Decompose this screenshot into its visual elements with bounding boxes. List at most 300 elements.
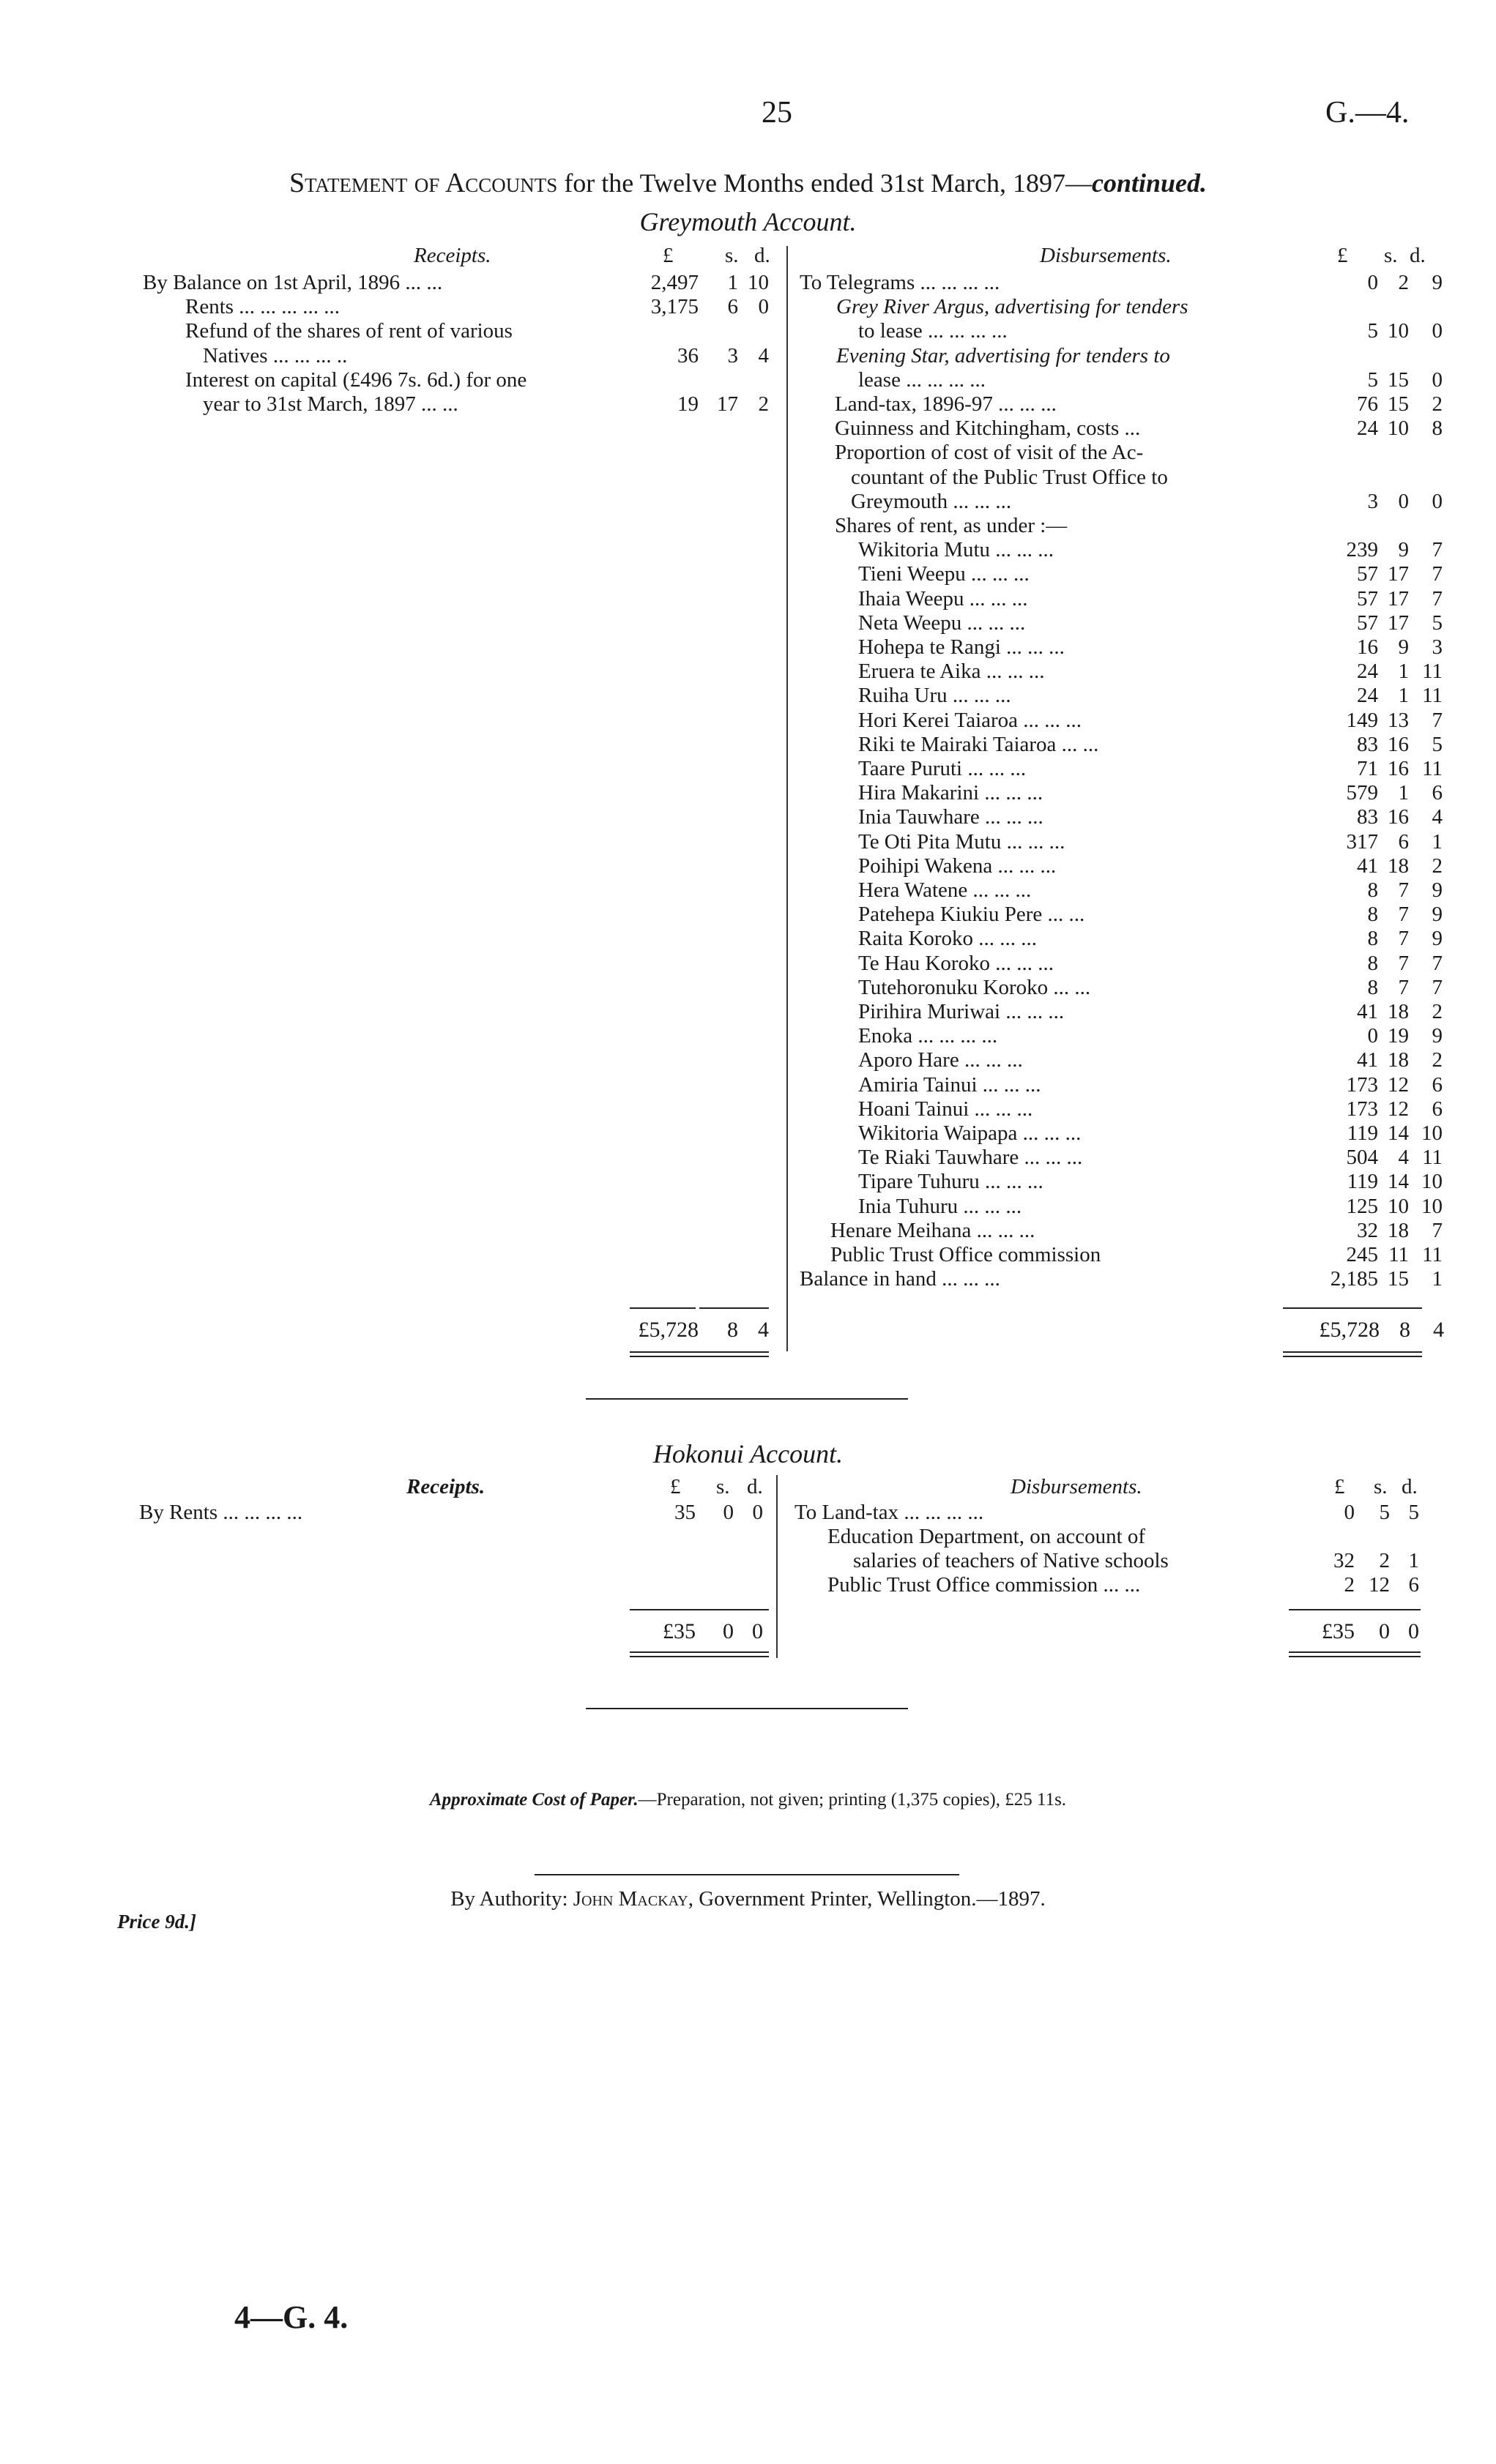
entry-description: Poihipi Wakena ... ... ... [858, 854, 1057, 878]
disbursement-row [800, 878, 1444, 903]
entry-description: Amiria Tainui ... ... ... [858, 1072, 1041, 1097]
entry-shillings: 10 [1388, 417, 1409, 441]
greymouth-receipts-header: Receipts. [414, 244, 491, 267]
section-separator-2 [586, 1708, 908, 1709]
entry-pounds: 57 [1357, 586, 1378, 611]
entry-shillings: 18 [1388, 1048, 1409, 1072]
authority-rule [535, 1874, 959, 1875]
greymouth-receipts-sum-rule-2 [699, 1307, 769, 1309]
entry-pence: 9 [1432, 878, 1443, 902]
entry-pounds: 41 [1357, 1048, 1378, 1072]
section-separator [586, 1398, 908, 1400]
entry-pounds: 83 [1357, 732, 1378, 756]
hokonui-disb-shilling-header: s. [1374, 1475, 1388, 1498]
entry-description: year to 31st March, 1897 ... ... [203, 392, 458, 416]
disbursement-row [800, 368, 1444, 392]
entry-pounds: 119 [1347, 1121, 1378, 1145]
entry-pence: 0 [1432, 367, 1443, 392]
hokonui-disb-double-rule [1289, 1651, 1421, 1653]
greymouth-disb-double-rule-2 [1283, 1356, 1422, 1357]
footer-code: 4—G. 4. [234, 2299, 349, 2335]
disbursement-row [800, 514, 1444, 538]
entry-pence: 7 [1432, 1218, 1443, 1242]
entry-shillings: 17 [1388, 562, 1409, 586]
disbursement-row [800, 587, 1444, 611]
receipt-row [143, 319, 786, 343]
entry-pounds: 24 [1357, 660, 1378, 684]
entry-description: Greymouth ... ... ... [851, 489, 1012, 513]
entry-description: Te Oti Pita Mutu ... ... ... [858, 829, 1065, 854]
entry-description: Hoani Tainui ... ... ... [858, 1097, 1033, 1121]
entry-description: Eruera te Aika ... ... ... [858, 660, 1045, 684]
entry-pounds: 2,497 [650, 271, 699, 294]
entry-pounds: 16 [1357, 635, 1378, 659]
disbursement-row [800, 441, 1444, 465]
entry-shillings: 15 [1388, 392, 1409, 416]
disbursement-row [800, 854, 1444, 878]
entry-pence: 2 [1432, 392, 1443, 416]
entry-description: By Rents ... ... ... ... [139, 1501, 303, 1524]
entry-shillings: 2 [1398, 271, 1409, 294]
hokonui-receipts-total [0, 1619, 776, 1643]
entry-pounds: 317 [1346, 829, 1378, 854]
total-pence: 4 [1433, 1318, 1444, 1342]
entry-pence: 2 [1432, 854, 1443, 878]
entry-pounds: 32 [1357, 1218, 1378, 1242]
entry-pounds: 83 [1357, 805, 1378, 829]
disbursement-row [800, 1121, 1444, 1146]
entry-pounds: 0 [1367, 271, 1378, 294]
entry-pence: 11 [1422, 684, 1443, 708]
entry-pence: 9 [1432, 271, 1443, 294]
entry-description: Tipare Tuhuru ... ... ... [858, 1170, 1043, 1194]
disbursement-row [800, 417, 1444, 441]
entry-description: To Land-tax ... ... ... ... [794, 1501, 984, 1524]
entry-description: Patehepa Kiukiu Pere ... ... [858, 903, 1085, 927]
disbursement-row [800, 976, 1444, 1000]
entry-pence: 0 [1432, 319, 1443, 343]
entry-pence: 9 [1432, 903, 1443, 927]
greymouth-disb-shilling-header: s. [1384, 244, 1398, 267]
entry-pounds: 2,185 [1330, 1267, 1378, 1291]
entry-description: Education Department, on account of [827, 1525, 1146, 1548]
entry-shillings: 6 [727, 295, 738, 319]
entry-description: Neta Weepu ... ... ... [858, 611, 1026, 635]
disbursement-row [800, 757, 1444, 781]
entry-pounds: 36 [677, 343, 699, 367]
hokonui-disb-pound-header: £ [1334, 1475, 1345, 1498]
cost-of-paper-note [0, 1790, 1496, 1810]
entry-pounds: 71 [1357, 757, 1378, 780]
greymouth-receipts-double-rule-2 [630, 1356, 769, 1357]
hokonui-disb-double-rule-2 [1289, 1656, 1421, 1657]
disbursement-row [800, 830, 1444, 854]
entry-pence: 0 [758, 295, 769, 319]
entry-pence: 4 [1432, 805, 1443, 829]
receipt-row [143, 392, 786, 417]
entry-pence: 7 [1432, 538, 1443, 562]
disbursement-row [800, 1243, 1444, 1267]
entry-shillings: 18 [1388, 1218, 1409, 1242]
entry-description: Riki te Mairaki Taiaroa ... ... [858, 732, 1099, 756]
total-shillings: 8 [727, 1318, 738, 1342]
entry-description: Hira Makarini ... ... ... [858, 781, 1043, 805]
entry-pence: 11 [1422, 660, 1443, 684]
entry-pence: 9 [1432, 927, 1443, 951]
entry-pounds: 76 [1357, 392, 1378, 416]
greymouth-receipts-sum-rule [630, 1307, 696, 1309]
entry-pounds: 8 [1367, 878, 1378, 902]
entry-shillings: 12 [1369, 1573, 1390, 1597]
disbursement-row [794, 1501, 1435, 1525]
greymouth-receipts-total [0, 1318, 786, 1342]
entry-description: Te Riaki Tauwhare ... ... ... [858, 1146, 1083, 1170]
entry-shillings: 19 [1388, 1024, 1409, 1048]
hokonui-receipts-pence-header: d. [747, 1475, 763, 1498]
hokonui-disbursements-total [776, 1619, 1435, 1643]
entry-shillings: 7 [1398, 878, 1409, 902]
hokonui-receipts-double-rule [630, 1651, 769, 1653]
entry-pence: 1 [1432, 1267, 1443, 1291]
entry-description: By Balance on 1st April, 1896 ... ... [143, 271, 443, 294]
entry-shillings: 18 [1388, 1000, 1409, 1023]
entry-pounds: 173 [1346, 1072, 1378, 1097]
hokonui-disbursements-header: Disbursements. [1011, 1475, 1142, 1498]
disbursement-row [800, 660, 1444, 684]
document-code: G.—4. [1325, 96, 1410, 130]
entry-description: Hohepa te Rangi ... ... ... [858, 635, 1065, 659]
disbursement-row [800, 295, 1444, 319]
disbursement-row [800, 635, 1444, 660]
entry-description: Public Trust Office commission ... ... [827, 1573, 1141, 1597]
entry-description: Refund of the shares of rent of various [185, 319, 513, 343]
disbursement-row [800, 466, 1444, 490]
entry-description: Raita Koroko ... ... ... [858, 927, 1038, 951]
entry-pounds: 57 [1357, 611, 1378, 635]
title-suffix: continued. [1092, 168, 1207, 198]
entry-pounds: 19 [677, 392, 699, 416]
hokonui-receipts-pound-header: £ [670, 1475, 681, 1498]
entry-shillings: 17 [1388, 611, 1409, 635]
entry-shillings: 0 [723, 1501, 734, 1524]
disbursement-row [800, 392, 1444, 417]
receipt-row [143, 295, 786, 319]
disbursement-row [800, 1267, 1444, 1291]
entry-pence: 5 [1408, 1501, 1419, 1524]
disbursement-row [800, 781, 1444, 805]
disbursement-row [800, 271, 1444, 295]
entry-description: Hori Kerei Taiaroa ... ... ... [858, 708, 1082, 732]
entry-pence: 9 [1432, 1024, 1443, 1048]
disbursement-row [800, 709, 1444, 733]
disbursement-row [800, 903, 1444, 927]
entry-shillings: 4 [1398, 1146, 1409, 1170]
entry-pence: 7 [1432, 708, 1443, 732]
entry-shillings: 1 [1398, 781, 1409, 805]
total-pence: 4 [758, 1318, 769, 1342]
entry-description: Tieni Weepu ... ... ... [858, 562, 1030, 586]
entry-shillings: 15 [1388, 367, 1409, 392]
disbursement-row [794, 1525, 1435, 1549]
entry-pence: 11 [1422, 1243, 1443, 1266]
entry-pounds: 8 [1367, 975, 1378, 999]
total-pounds: £5,728 [1319, 1318, 1380, 1342]
entry-pounds: 3,175 [650, 295, 699, 319]
entry-pence: 4 [758, 343, 769, 367]
entry-description: to lease ... ... ... ... [858, 319, 1008, 343]
entry-pounds: 3 [1367, 489, 1378, 513]
entry-description: Land-tax, 1896-97 ... ... ... [835, 392, 1057, 416]
entry-pence: 11 [1422, 757, 1443, 780]
entry-pounds: 149 [1346, 708, 1378, 732]
disbursement-row [800, 1000, 1444, 1024]
entry-shillings: 0 [1398, 489, 1409, 513]
disbursement-row [800, 562, 1444, 586]
entry-pence: 2 [1432, 1048, 1443, 1072]
entry-shillings: 7 [1398, 975, 1409, 999]
entry-description: Wikitoria Waipapa ... ... ... [858, 1121, 1082, 1145]
entry-shillings: 1 [1398, 660, 1409, 684]
entry-pounds: 5 [1367, 319, 1378, 343]
entry-description: Aporo Hare ... ... ... [858, 1048, 1023, 1072]
disbursement-row [800, 538, 1444, 562]
entry-pounds: 41 [1357, 854, 1378, 878]
hokonui-receipts-header: Receipts. [406, 1475, 485, 1498]
greymouth-receipts-double-rule [630, 1351, 769, 1353]
entry-pence: 6 [1432, 1072, 1443, 1097]
entry-shillings: 13 [1388, 708, 1409, 732]
entry-pence: 10 [748, 271, 769, 294]
printing-authority [0, 1887, 1496, 1911]
authority-suffix: , Government Printer, Wellington.—1897. [688, 1887, 1046, 1911]
entry-description: Hera Watene ... ... ... [858, 878, 1032, 902]
entry-pence: 5 [1432, 732, 1443, 756]
greymouth-receipts-shilling-header: s. [725, 244, 739, 267]
receipt-row [139, 1501, 776, 1525]
hokonui-receipts-sum-rule [630, 1609, 769, 1610]
entry-shillings: 3 [727, 343, 738, 367]
entry-pounds: 57 [1357, 562, 1378, 586]
total-pence: 0 [1408, 1619, 1419, 1643]
entry-shillings: 11 [1388, 1243, 1409, 1266]
entry-shillings: 16 [1388, 805, 1409, 829]
entry-description: Inia Tauwhare ... ... ... [858, 805, 1043, 829]
entry-pence: 8 [1432, 417, 1443, 441]
entry-shillings: 14 [1388, 1170, 1409, 1194]
entry-pence: 6 [1432, 1097, 1443, 1121]
greymouth-receipts-pound-header: £ [663, 244, 674, 267]
entry-pence: 10 [1421, 1121, 1443, 1145]
entry-pence: 11 [1422, 1146, 1443, 1170]
price-label: Price 9d.] [117, 1911, 196, 1933]
total-pounds: £35 [663, 1619, 696, 1643]
entry-description: Grey River Argus, advertising for tenders [836, 295, 1188, 319]
entry-pence: 10 [1421, 1194, 1443, 1218]
entry-shillings: 17 [717, 392, 738, 416]
entry-pounds: 24 [1357, 684, 1378, 708]
total-pence: 0 [752, 1619, 763, 1643]
page-number: 25 [762, 96, 792, 130]
entry-description: Rents ... ... ... ... ... [185, 295, 340, 319]
entry-description: Natives ... ... ... .. [203, 343, 348, 367]
printer-name: John Mackay [573, 1887, 688, 1911]
entry-pounds: 0 [1367, 1024, 1378, 1048]
disbursement-row [800, 1219, 1444, 1243]
entry-shillings: 14 [1388, 1121, 1409, 1145]
entry-pounds: 35 [674, 1501, 696, 1524]
disbursement-row [800, 611, 1444, 635]
disbursement-row [800, 952, 1444, 976]
entry-pounds: 24 [1357, 417, 1378, 441]
entry-shillings: 12 [1388, 1072, 1409, 1097]
greymouth-disbursements-header: Disbursements. [1040, 244, 1172, 267]
entry-shillings: 16 [1388, 732, 1409, 756]
hokonui-disb-pence-header: d. [1402, 1475, 1418, 1498]
disbursement-row [794, 1573, 1435, 1597]
greymouth-disbursements-total [786, 1318, 1445, 1342]
entry-pence: 3 [1432, 635, 1443, 659]
disbursement-row [800, 733, 1444, 757]
entry-description: Public Trust Office commission [830, 1243, 1101, 1266]
title-middle: for the Twelve Months ended 31st March, 1897— [557, 168, 1092, 198]
receipt-row [143, 368, 786, 392]
entry-shillings: 2 [1379, 1549, 1390, 1572]
disbursement-row [800, 1097, 1444, 1121]
hokonui-receipts-shilling-header: s. [716, 1475, 730, 1498]
entry-description: Interest on capital (£496 7s. 6d.) for one [185, 367, 527, 392]
entry-pence: 10 [1421, 1170, 1443, 1194]
disbursement-row [800, 1048, 1444, 1072]
page-title [0, 167, 1496, 199]
entry-pence: 7 [1432, 975, 1443, 999]
disbursement-row [800, 1024, 1444, 1048]
entry-pounds: 2 [1344, 1573, 1355, 1597]
entry-pence: 7 [1432, 586, 1443, 611]
entry-shillings: 1 [1398, 684, 1409, 708]
entry-description: countant of the Public Trust Office to [851, 465, 1168, 489]
entry-pounds: 125 [1346, 1194, 1378, 1218]
disbursement-row [800, 319, 1444, 343]
entry-pence: 1 [1408, 1549, 1419, 1572]
disbursement-row [800, 490, 1444, 514]
entry-shillings: 9 [1398, 538, 1409, 562]
entry-shillings: 7 [1398, 951, 1409, 975]
entry-description: Inia Tuhuru ... ... ... [858, 1194, 1022, 1218]
greymouth-account-title: Greymouth Account. [639, 207, 857, 236]
total-shillings: 0 [723, 1619, 734, 1643]
entry-pounds: 579 [1346, 781, 1378, 805]
disbursement-row [800, 344, 1444, 368]
entry-pence: 2 [1432, 1000, 1443, 1023]
authority-prefix: By Authority: [450, 1887, 573, 1911]
entry-pence: 5 [1432, 611, 1443, 635]
entry-description: Shares of rent, as under :— [835, 514, 1068, 537]
disbursement-row [800, 1073, 1444, 1097]
entry-description: Tutehoronuku Koroko ... ... [858, 975, 1091, 999]
total-shillings: 0 [1379, 1619, 1390, 1643]
entry-shillings: 17 [1388, 586, 1409, 611]
entry-shillings: 10 [1388, 1194, 1409, 1218]
entry-pence: 6 [1408, 1573, 1419, 1597]
entry-pounds: 8 [1367, 927, 1378, 951]
greymouth-column-divider [786, 246, 788, 1351]
entry-description: Wikitoria Mutu ... ... ... [858, 538, 1054, 562]
entry-pence: 6 [1432, 781, 1443, 805]
entry-pounds: 245 [1346, 1243, 1378, 1266]
entry-pence: 7 [1432, 562, 1443, 586]
entry-description: Ruiha Uru ... ... ... [858, 684, 1011, 708]
entry-description: Balance in hand ... ... ... [800, 1267, 1000, 1291]
entry-description: lease ... ... ... ... [858, 367, 986, 392]
entry-pence: 2 [758, 392, 769, 416]
disbursement-row [800, 684, 1444, 708]
cost-note-label: Approximate Cost of Paper. [429, 1790, 639, 1810]
total-pounds: £35 [1322, 1619, 1355, 1643]
entry-shillings: 10 [1388, 319, 1409, 343]
entry-pounds: 5 [1367, 367, 1378, 392]
hokonui-disb-sum-rule [1289, 1609, 1421, 1610]
entry-shillings: 5 [1379, 1501, 1390, 1524]
entry-description: To Telegrams ... ... ... ... [800, 271, 1000, 294]
entry-description: Ihaia Weepu ... ... ... [858, 586, 1028, 611]
cost-note-text: —Preparation, not given; printing (1,375 copies), £25 11s. [638, 1790, 1067, 1810]
entry-shillings: 12 [1388, 1097, 1409, 1121]
entry-pence: 0 [1432, 489, 1443, 513]
entry-pounds: 504 [1346, 1146, 1378, 1170]
entry-pence: 1 [1432, 829, 1443, 854]
greymouth-disb-pence-header: d. [1410, 244, 1426, 267]
entry-pounds: 41 [1357, 1000, 1378, 1023]
receipt-row [143, 271, 786, 295]
disbursement-row [794, 1549, 1435, 1573]
disbursement-row [800, 1170, 1444, 1194]
entry-description: Pirihira Muriwai ... ... ... [858, 1000, 1065, 1023]
entry-shillings: 1 [727, 271, 738, 294]
entry-pounds: 239 [1346, 538, 1378, 562]
entry-description: Te Hau Koroko ... ... ... [858, 951, 1054, 975]
disbursement-row [800, 927, 1444, 951]
disbursement-row [800, 805, 1444, 829]
entry-description: Henare Meihana ... ... ... [830, 1218, 1035, 1242]
greymouth-receipts-pence-header: d. [754, 244, 770, 267]
entry-shillings: 16 [1388, 757, 1409, 780]
entry-shillings: 7 [1398, 927, 1409, 951]
hokonui-account-title: Hokonui Account. [652, 1439, 844, 1468]
hokonui-receipts-double-rule-2 [630, 1656, 769, 1657]
greymouth-disb-double-rule [1283, 1351, 1422, 1353]
entry-description: Guinness and Kitchingham, costs ... [835, 417, 1141, 441]
entry-pounds: 8 [1367, 951, 1378, 975]
entry-pence: 0 [752, 1501, 763, 1524]
entry-shillings: 6 [1398, 829, 1409, 854]
entry-pounds: 119 [1347, 1170, 1378, 1194]
entry-pounds: 32 [1333, 1549, 1355, 1572]
entry-pounds: 0 [1344, 1501, 1355, 1524]
total-pounds: £5,728 [638, 1318, 699, 1342]
entry-shillings: 9 [1398, 635, 1409, 659]
entry-description: Taare Puruti ... ... ... [858, 757, 1027, 780]
entry-pence: 7 [1432, 951, 1443, 975]
entry-pounds: 8 [1367, 903, 1378, 927]
entry-description: Proportion of cost of visit of the Ac- [835, 441, 1144, 465]
entry-pounds: 173 [1346, 1097, 1378, 1121]
entry-shillings: 18 [1388, 854, 1409, 878]
entry-description: Evening Star, advertising for tenders to [836, 343, 1170, 367]
disbursement-row [800, 1146, 1444, 1170]
greymouth-disb-sum-rule [1283, 1307, 1422, 1309]
title-prefix: Statement of Accounts [289, 168, 558, 198]
entry-description: Enoka ... ... ... ... [858, 1024, 998, 1048]
